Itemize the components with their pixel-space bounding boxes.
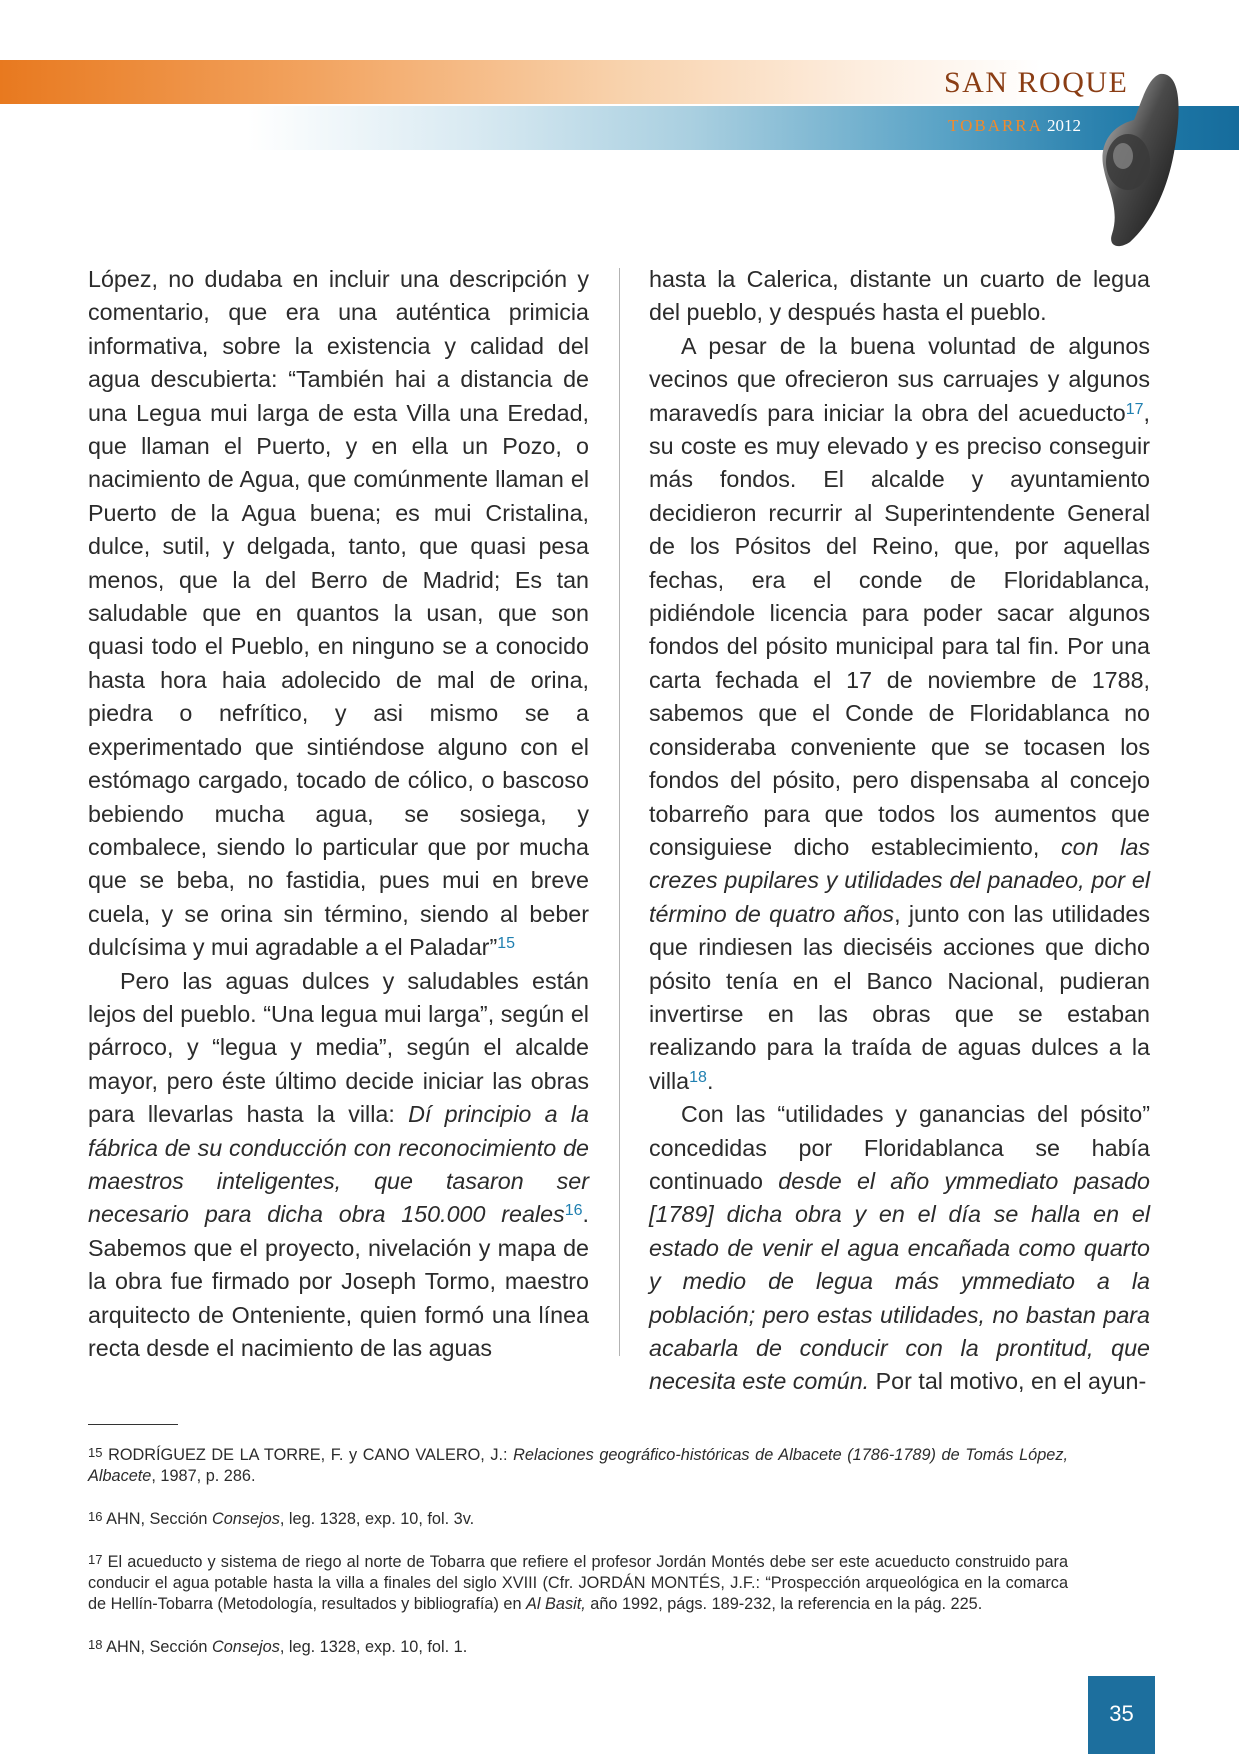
footnote-text: RODRÍGUEZ DE LA TORRE, F. y CANO VALERO, J.:: [102, 1446, 514, 1464]
footnote-italic: Consejos: [211, 1510, 280, 1528]
footnote-ref-16[interactable]: 16: [564, 1202, 583, 1220]
footnote-italic: Relaciones geográfico-históricas de Albacete (1786-1789) de Tomás López, Albacete: [88, 1446, 1069, 1485]
magazine-subtitle: [948, 116, 1081, 136]
right-column: [649, 263, 1150, 1399]
footnote-ref-18[interactable]: 18: [689, 1068, 707, 1086]
paragraph: [88, 263, 589, 965]
paragraph: [649, 330, 1150, 1098]
paragraph: [88, 965, 589, 1366]
paragraph-text: hasta la Calerica, distante un cuarto de legua del pueblo, y después hasta el pueblo.: [649, 266, 1150, 326]
paragraph-text: , su coste es muy elevado y es preciso conseguir más fondos. El alcalde y ayuntamiento decidieron recurrir al Superintendente General de los Pósitos del Reino, que, por aquellas fechas, era el conde de Floridablanca, pidiéndole licencia para poder sacar algunos fondos del pósito municipal para tal fin. Por una carta fechada el 17 de noviembre de 1788, sabemos que el Conde de Floridablanca no consideraba conveniente que se tocasen los fondos del pósito, pero dispensaba al concejo tobarreño para que todos los aumentos que consiguiese dicho establecimiento,: [649, 399, 1150, 860]
page-number: 35: [1109, 1701, 1134, 1726]
footnote-17: [88, 1549, 1068, 1615]
footnote-ref-15[interactable]: 15: [497, 935, 515, 953]
paragraph: [649, 263, 1150, 330]
footnote-text: , leg. 1328, exp. 10, fol. 3v.: [279, 1510, 475, 1528]
footnote-italic: Consejos: [211, 1638, 280, 1656]
footnote-number: 16: [88, 1509, 103, 1524]
paragraph-text: Con las “utilidades y ganancias del pósito” concedidas por Floridablanca se había continuado: [649, 1101, 1150, 1194]
hat-icon: [1090, 70, 1186, 250]
paragraph-text: .: [706, 1067, 714, 1094]
paragraph-text: , junto con las utilidades que rindiesen las dieciséis acciones que dicho pósito tenía en el Banco Nacional, pudieran invertirse en las obras que se estaban realizando para la traída de aguas dulces a la villa: [649, 900, 1151, 1094]
paragraph-text: Por tal motivo, en el ayun-: [869, 1368, 1147, 1395]
footnotes: [88, 1442, 1068, 1677]
footnote-number: 18: [88, 1637, 103, 1652]
footnote-18: [88, 1634, 1068, 1658]
magazine-place: TOBARRA: [948, 116, 1043, 135]
footnote-text: , leg. 1328, exp. 10, fol. 1.: [279, 1638, 468, 1656]
footnote-15: [88, 1442, 1068, 1487]
quoted-text: con las crezes pupilares y utilidades del panadeo, por el término de quatro años: [649, 833, 1150, 927]
footnote-number: 15: [88, 1445, 103, 1460]
paragraph-text: . Sabemos que el proyecto, nivelación y mapa de la obra fue firmado por Joseph Tormo, maestro arquitecto de Onteniente, quien formó una línea recta desde el nacimiento de las aguas: [88, 1201, 589, 1361]
paragraph-text: López, no dudaba en incluir una descripción y comentario, que era una auténtica primicia informativa, sobre la existencia y calidad del agua descubierta: “También hai a distancia de una Legua mui larga de esta Villa una Eredad, que llaman el Puerto, y en ella un Pozo, o nacimiento de Agua, que comúnmente llaman el Puerto de la Agua buena; es mui Cristalina, dulce, sutil, y delgada, tanto, que quasi pesa menos, que la del Berro de Madrid; Es tan saludable que en quantos la usan, que son quasi todo el Pueblo, en ninguno se a conocido hasta hora haia adolecido de mal de orina, piedra o nefrítico, y asi mismo se a experimentado que sintiéndose alguno con el estómago cargado, tocado de cólico, o bascoso bebiendo mucha agua, se sosiega, y combalece, siendo lo particular que por mucha que se beba, no fastidia, pues mui en breve cuela, y se orina sin término, siendo al beber dulcísima y mui agradable a el Paladar”: [88, 266, 589, 961]
quoted-text: desde el año ymmediato pasado [1789] dicha obra y en el día se halla en el estado de venir el agua encañada como quarto y medio de legua más ymmediato a la población; pero estas utilidades, no bastan para acabarla de conducir con la prontitud, que necesita este común.: [649, 1167, 1150, 1395]
left-column: [88, 263, 589, 1365]
paragraph-text: Pero las aguas dulces y saludables están lejos del pueblo. “Una legua mui larga”, según el párroco, y “legua y media”, según el alcalde mayor, pero éste último decide iniciar las obras para llevarlas hasta la villa:: [88, 967, 589, 1128]
footnote-text: , 1987, p. 286.: [151, 1467, 256, 1485]
footnote-ref-17[interactable]: 17: [1125, 400, 1144, 418]
footnote-italic: Al Basit,: [526, 1595, 586, 1613]
page-number-box: [1088, 1676, 1155, 1754]
footnote-text: AHN, Sección: [102, 1510, 212, 1528]
column-divider: [619, 268, 620, 1356]
footnote-number: 17: [88, 1552, 103, 1567]
footnote-text: El acueducto y sistema de riego al norte de Tobarra que refiere el profesor Jordán Montés debe ser este acueducto construido para conducir el agua potable hasta la villa a finales del siglo XVIII (Cfr. JORDÁN MONTÉS, J.F.: “Prospección arqueológica en la comarca de Hellín-Tobarra (Metodología, resultados y bibliografía) en: [88, 1553, 1068, 1613]
footnote-16: [88, 1506, 1068, 1530]
quoted-text: Dí principio a la fábrica de su conducción con reconocimiento de maestros inteligentes, que tasaron ser necesario para dicha obra 150.000 reales: [88, 1101, 589, 1228]
paragraph: [649, 1098, 1150, 1399]
footnote-text: AHN, Sección: [102, 1638, 212, 1656]
magazine-title: SAN ROQUE: [944, 66, 1129, 99]
paragraph-text: A pesar de la buena voluntad de algunos vecinos que ofrecieron sus carruajes y algunos maravedís para iniciar la obra del acueducto: [649, 332, 1150, 426]
footnote-separator: [88, 1424, 178, 1425]
footnote-text: año 1992, págs. 189-232, la referencia en la pág. 225.: [585, 1595, 983, 1613]
magazine-year: 2012: [1046, 116, 1081, 135]
